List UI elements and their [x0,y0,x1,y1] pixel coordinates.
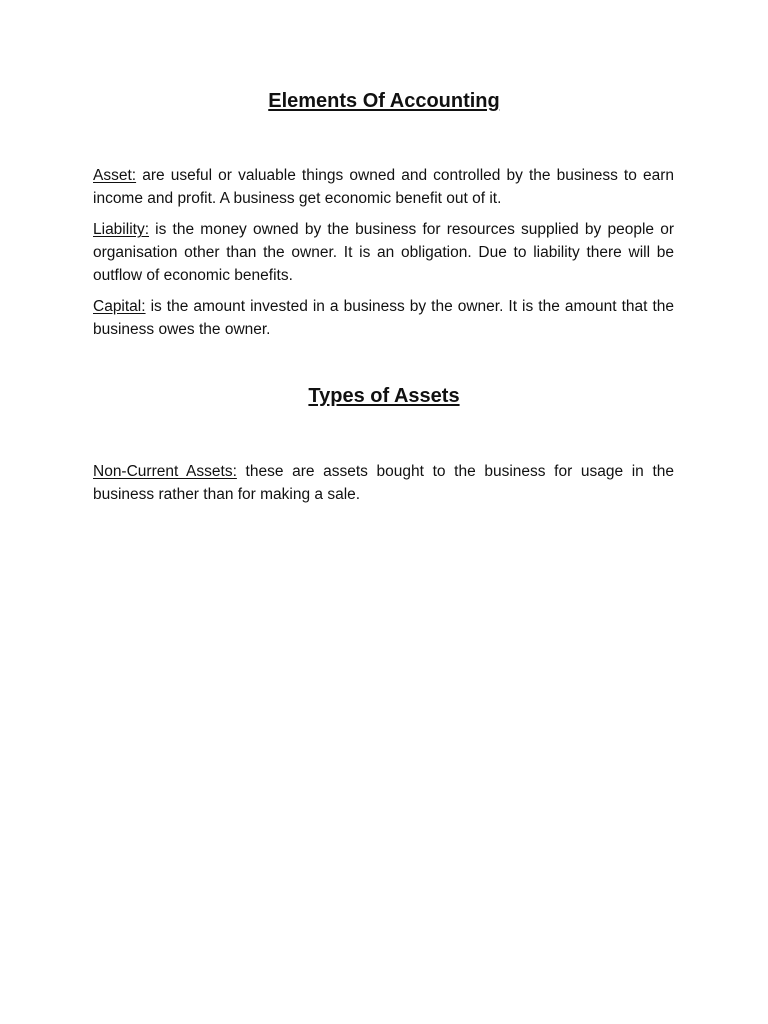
term-non-current-assets: Non-Current Assets: [93,463,237,480]
term-liability: Liability: [93,221,149,238]
heading-types-of-assets [0,384,768,408]
term-capital: Capital: [93,298,146,315]
paragraph-liability [93,218,674,287]
paragraph-asset [93,164,674,210]
paragraph-non-current-assets [93,460,674,506]
definition-non-current-assets: these are assets bought to the business for usage in the business rather than for making a sale. [93,463,674,503]
heading-types-text: Types of Assets [308,385,460,407]
paragraph-capital [93,295,674,341]
definition-capital: is the amount invested in a business by the owner. It is the amount that the business owes the owner. [93,298,674,338]
heading-elements-of-accounting [0,89,768,113]
heading-elements-text: Elements Of Accounting [268,90,500,112]
definition-asset: are useful or valuable things owned and controlled by the business to earn income and profit. A business get economic benefit out of it. [93,167,674,207]
definition-liability: is the money owned by the business for resources supplied by people or organisation other than the owner. It is an obligation. Due to liability there will be outflow of economic benefits. [93,221,674,284]
term-asset: Asset: [93,167,137,184]
